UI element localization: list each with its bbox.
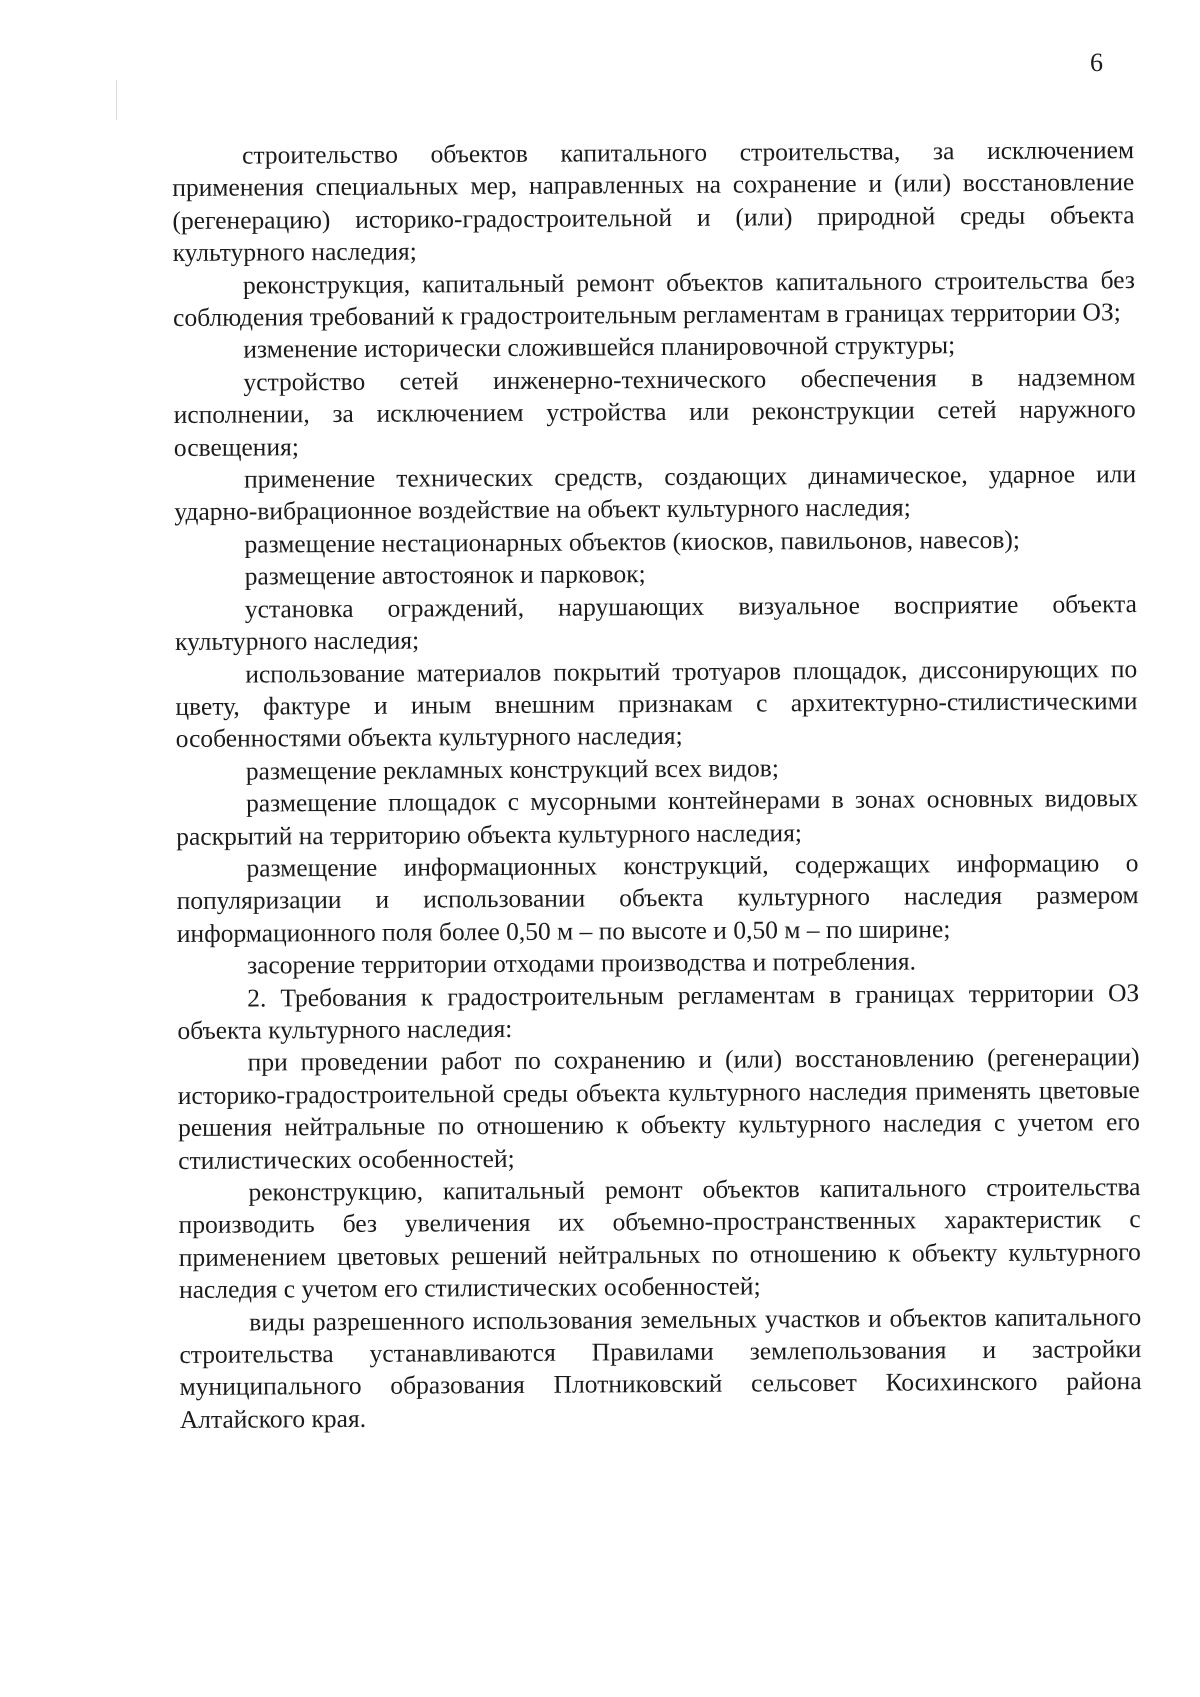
page-number: 6 xyxy=(1090,48,1103,77)
document-body xyxy=(172,134,1142,1436)
paragraph-advertising: размещение рекламных конструкций всех видов; xyxy=(245,753,779,786)
paragraph-materials: использование материалов покрытий тротуаров площадок, диссонирующих по цвету, фактуре и иным внешним признакам с архитектурно-стилистическими особенностями объекта культурного наследия; xyxy=(175,653,1138,754)
paragraph-reconstruction: реконструкция, капитальный ремонт объектов капитального строительства без соблюдения требований к градостроительным регламентам в границах территории ОЗ; xyxy=(172,264,1135,333)
paragraph-engineering-networks: устройство сетей инженерно-технического обеспечения в надземном исполнении, за исключением устройства или реконструкции сетей наружного освещения; xyxy=(173,361,1136,462)
paragraph-planning-structure: изменение исторически сложившейся планировочной структуры; xyxy=(243,330,956,365)
paragraph-technical-means: применение технических средств, создающих динамическое, ударное или ударно-вибрационное воздействие на объект культурного наследия; xyxy=(174,459,1137,527)
paragraph-requirements-heading: 2. Требования к градостроительным регламентам в границах территории ОЗ объекта культурного наследия: xyxy=(177,977,1140,1045)
paragraph-permitted-use: виды разрешенного использования земельных участков и объектов капитального строительства устанавливаются Правилами землепользования и застройки муниципального образования Плотниковский сельсовет Косихинского района Алтайского края. xyxy=(179,1301,1142,1434)
paragraph-reconstruction-volume: реконструкцию, капитальный ремонт объектов капитального строительства производить без увеличения их объемно-пространственных характеристик с применением цветовых решений нейтральных по отношению к объекту культурного наследия с учетом его стилистических особенностей; xyxy=(178,1172,1141,1305)
paragraph-waste-containers: размещение площадок с мусорными контейнерами в зонах основных видовых раскрытий на территорию объекта культурного наследия; xyxy=(176,783,1139,851)
paragraph-non-stationary-objects: размещение нестационарных объектов (киосков, павильонов, навесов); xyxy=(244,524,1020,559)
paragraph-fences: установка ограждений, нарушающих визуальное восприятие объекта культурного наследия; xyxy=(174,588,1137,657)
paragraph-littering: засорение территории отходами производства и потребления. xyxy=(246,946,916,980)
paragraph-information-structures: размещение информационных конструкций, содержащих информацию о популяризации и использовании объекта культурного наследия размером информационного поля более 0,50 м – по высоте и 0,50 м – по ширине; xyxy=(176,848,1139,948)
paragraph-parking: размещение автостоянок и парковок; xyxy=(244,559,646,591)
paragraph-color-solutions: при проведении работ по сохранению и (или) восстановлению (регенерации) историко-градостроительной среды объекта культурного наследия применять цветовые решения нейтральные по отношению к объекту культурного наследия с учетом его стилистических особенностей; xyxy=(177,1042,1141,1175)
paragraph-construction: строительство объектов капитального строительства, за исключением применения специальных мер, направленных на сохранение и (или) восстановление (регенерацию) историко-градостроительной и (или) природной среды объекта культурного наследия; xyxy=(172,135,1135,268)
scan-margin-mark xyxy=(116,80,117,120)
